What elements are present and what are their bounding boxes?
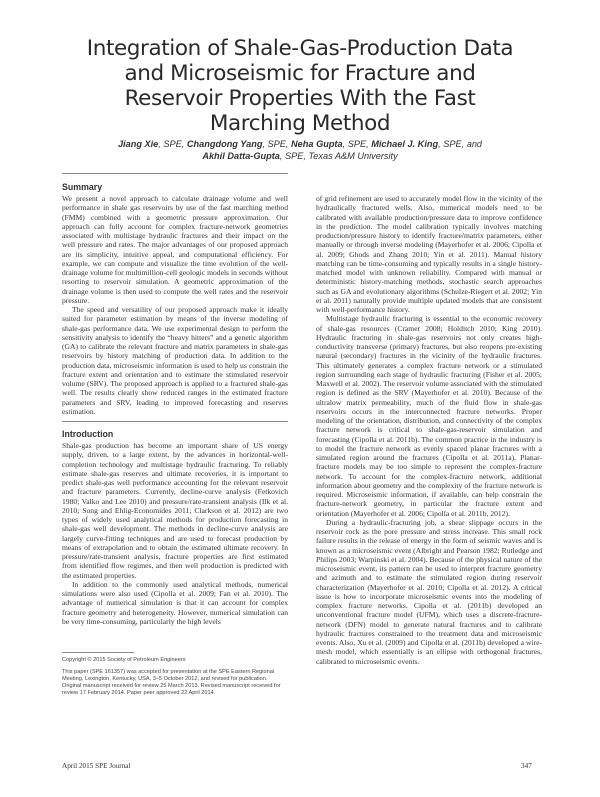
journal-footer: April 2015 SPE Journal	[62, 762, 131, 770]
author-affiliation: , SPE,	[342, 139, 372, 149]
title-line: Reservoir Properties With the Fast	[124, 86, 476, 111]
author-affiliation: , SPE,	[262, 139, 292, 149]
author-affiliation: , SPE, and	[438, 139, 483, 149]
footnote-divider	[62, 652, 134, 653]
title-line: and Microseismic for Fracture and	[124, 61, 476, 86]
author-line-2	[60, 151, 540, 163]
author-list	[60, 139, 540, 162]
summary-heading: Summary	[62, 182, 103, 192]
title-line: Marching Method	[209, 111, 391, 136]
author-name: Changdong Yang	[186, 139, 263, 149]
intro-paragraph: Shale-gas production has become an important share of US energy supply, driven, to a large extent, by the advances in horizontal-well-completion technology and multistage hydraulic fracturing. To reliably estimate shale-gas reserves and ultimate recoveries, it is important to predict shale-gas well performance accounting for the relevant reservoir and fracture parameters. Currently, decline-curve analysis (Fetkovich 1980; Valko and Lee 2010) and pressure/rate-transient analysis (Ilk et al. 2010; Song and Ehlig-Economides 2011; Clarkson et al. 2012) are two types of widely used analytical methods for production forecasting in shale-gas well development. The methods in decline-curve analysis are largely curve-fitting techniques and are used to forecast production by means of extrapolation and to obtain the estimated ultimate recovery. In pressure/rate-transient analysis, fracture properties are first estimated from identified flow regimes, and then well production is predicted with the estimated properties.	[62, 441, 288, 580]
manuscript-history: This paper (SPE 161357) was accepted for presentation at the SPE Eastern Regional Meeting, Lexington, Kentucky, USA, 3–5 October 2012, and revised for publication. Original manuscript received for review 25 March 2013. Revised manuscript received for review 17 February 2014. Paper peer approved 22 April 2014.	[62, 669, 281, 696]
footnote	[62, 657, 288, 697]
author-name: Jiang Xie	[117, 139, 159, 149]
intro-paragraph: In addition to the commonly used analytical methods, numerical simulations were also used (Cipolla et al. 2009; Fan et al. 2010). The advantage of numerical simulation is that it can account for complex fracture geometry and heterogeneity. However, numerical simulation can be very time-consuming, particularly the high levels	[62, 579, 288, 626]
section-divider	[62, 173, 288, 174]
author-name: Neha Gupta	[291, 139, 343, 149]
author-name: Akhil Datta-Gupta	[202, 150, 280, 161]
summary-paragraph: The speed and versatility of our proposed approach make it ideally suited for parameter estimation by means of the inverse modeling of shale-gas performance data. We use experimental design to perform the sensitivity analysis to identify the “heavy hitters” and a genetic algorithm (GA) to calibrate the relevant fracture and matrix parameters in shale-gas reservoirs by history matching of production data. In addition to the production data, microseismic information is used to help us constrain the fracture extent and orientation and to estimate the stimulated reservoir volume (SRV). The proposed approach is applied to a fractured shale-gas well. The results clearly show reduced ranges in the estimated fracture parameters and SRV, leading to improved forecasting and reserves estimation.	[62, 305, 288, 416]
author-name: Michael J. King	[371, 139, 439, 149]
body-paragraph: of grid refinement are used to accurately model flow in the vicinity of the hydraulically fractured wells. Also, numerical models need to be calibrated with available production/pressure data to improve confidence in the prediction. The model calibration typically involves matching production/pressure history to identify fracture/matrix parameters, either manually or through inverse modeling (Mayerhofer et al. 2006; Cipolla et al. 2009; Ghods and Zhang 2010; Yin et al. 2011). Manual history matching can be time-consuming and typically results in a single history-matched model with unknown reliability. Compared with manual or deterministic history-matching methods, stochastic search approaches such as GA and evolutionary algorithms (Schulze-Riegert et al. 2002; Yin et al. 2011) naturally provide multiple updated models that are consistent with well-performance history.	[316, 194, 542, 314]
body-paragraph: During a hydraulic-fracturing job, a shear slippage occurs in the reservoir rock as the pore pressure and stress increase. This small rock failure results in the release of energy in the form of seismic waves and is known as a microseismic event (Albright and Pearson 1982; Rutledge and Philips 2003; Warpinski et al. 2004). Because of the physical nature of the microseismic event, its pattern can be used to interpret fracture geometry and azimuth and to estimate the stimulated region during reservoir characterization (Mayerhofer et al. 2010; Cipolla et al. 2012). A critical issue is how to incorporate microseismic events into the modeling of complex fracture networks. Cipolla et al. (2011b) developed an unconventional fracture model (UFM), which uses a discrete-fracture-network (DFN) model to generate natural fractures and to calibrate hydraulic fractures constrained to the treatment data and microseismic events. Also, Xu et al. (2009) and Cipolla et al. (2011b) developed a wire-mesh model, which essentially is an ellipse with orthogonal fractures, calibrated to microseismic events.	[316, 517, 542, 666]
author-line-1	[60, 139, 540, 151]
paper-title	[40, 36, 560, 136]
summary-paragraph: We present a novel approach to calculate drainage volume and well performance in shale gas reservoirs by use of the fast marching method (FMM) combined with a geometric pressure approximation. Our approach can fully account for complex fracture-network geometries associated with multistage hydraulic fractures and their impact on the well pressure and rates. The major advantages of our proposed approach are its simplicity, intuitive appeal, and computational efficiency. For example, we can compute and visualize the time evolution of the well-drainage volume for multimillion-cell geologic models in seconds without resorting to reservoir simulation. A geometric approximation of the drainage volume is then used to compute the well rates and the reservoir pressure.	[62, 194, 288, 305]
title-line: Integration of Shale-Gas-Production Data	[86, 36, 514, 61]
section-divider	[62, 421, 288, 422]
left-column	[62, 173, 288, 697]
copyright-notice: Copyright © 2015 Society of Petroleum Engineers	[62, 657, 186, 663]
author-affiliation: , SPE, Texas A&M University	[279, 150, 398, 161]
introduction-heading: Introduction	[62, 429, 114, 439]
page-number: 347	[521, 762, 532, 770]
body-paragraph: Multistage hydraulic fracturing is essential to the economic recovery of shale-gas resources (Cramer 2008; Holditch 2010; King 2010). Hydraulic fracturing in shale-gas reservoirs not only creates high-conductivity transverse (primary) fractures, but also reopens pre-existing natural (secondary) fractures in the vicinity of the hydraulic fractures. This ultimately generates a complex fracture network or a stimulated region surrounding each stage of hydraulic fracturing (Fisher et al. 2005; Maxwell et al. 2002). The reservoir volume associated with the stimulated region is defined as the SRV (Mayerhofer et al. 2010). Because of the ultralow matrix permeability, much of the fluid flow in shale-gas reservoirs occurs in the interconnected fracture networks. Proper modeling of the orientation, distribution, and connectivity of the complex fracture network is critical to shale-gas-reservoir simulation and forecasting (Cipolla et al. 2011b). The common practice in the industry is to model the fracture network as evenly spaced planar fractures with a simulated region around the fractures (Cipolla et al. 2011a). Planar-fracture models may be too simple to represent the complex-fracture network. To account for the complex-fracture network, additional information about geometry and the complexity of the fracture network is required. Microseismic information, if available, can help constrain the fracture-network geometry, in particular the fracture extent and orientation (Mayerhofer et al. 2006; Cipolla et al. 2011b, 2012).	[316, 314, 542, 518]
right-column	[316, 194, 542, 666]
author-affiliation: , SPE,	[158, 139, 187, 149]
